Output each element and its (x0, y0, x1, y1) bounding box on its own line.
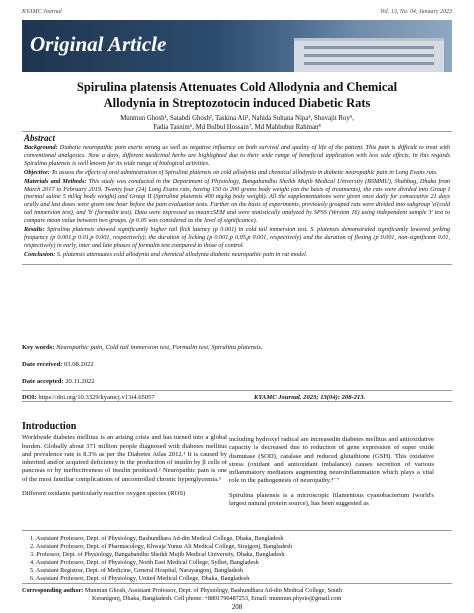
article-title (22, 79, 452, 111)
abstract-box (22, 131, 452, 265)
affiliation-item: 4. Assistant Professor, Dept. of Physiology, North East Medical College, Sylhet, Bangladesh (30, 559, 259, 567)
title-line: Allodynia in Streptozotocin induced Diabetic Rats (103, 96, 371, 110)
abstract-heading: Abstract (24, 133, 56, 143)
affiliation-item: 5. Assistant Registrar, Dept. of Medicine, General Hospital, Narayangonj, Bangladesh (30, 567, 243, 575)
doi-bar: DOI: https://doi.org/10.3329/kyamcj.v13i4.65057 KYAMC Journal. 2023; 13(04): 208-213. (22, 390, 452, 402)
intro-paragraph: Spirulina platensis is a microscopic filamentous cyanobacterium (world's largest natural protein source), has been suggested as (229, 491, 434, 508)
intro-paragraph: Different oxidants particularly reactive oxygen species (ROS) (22, 490, 186, 498)
right-column (229, 436, 434, 514)
affiliation-item: 2. Assistant Professor, Dept. of Pharmacology, Khwaja Yunus Ali Medical College, Sirajgonj, Bangladesh (30, 543, 293, 551)
author-line: Munmun Ghosh¹, Satabdi Ghosh², Taskina Ali³, Nahida Sultana Nipa⁴, Shuvajit Roy⁵, (120, 115, 354, 122)
abstract-methods: Materials and Methods: This study was conducted in the Department of Physiology, Bangabandhu Sheikh Mujib Medical University (BSMMU), Shahbag, Dhaka from March 2017 to February 2019. Twenty four (24) Long Evans rats, having 150 to 200 grams body weight (on the basis of treatments), the rats were divided into Group I (normal saline 5 ml/kg body weight) and Group II (Spirulina platensis 400 mg/kg body weight). All the supplementations were given once daily for consecutive 21 days orally and last doses were given one hour before the pain evaluation tests. Further on the basis of experiments, previously grouped rats were divided into subgroup 'a'(cold tail immersion test), and 'b' (formalin test). Data were expressed as mean±SEM and were statistically analyzed by SPSS (Version 16) using independent sample 't' test to compare mean value between two groups. (p 0.05 was considered as the level of significance). (24, 177, 451, 225)
author-list (22, 114, 452, 132)
left-column (22, 423, 227, 504)
journal-name: KYAMC Journal (22, 9, 62, 15)
affiliations (22, 530, 452, 584)
keywords: Key words: Neuropathic pain, Cold tail immersion test, Formalin test, Spirulina platensis. (22, 344, 263, 351)
page-number: 208 (231, 603, 243, 611)
doi-link[interactable]: https://doi.org/10.3329/kyamcj.v13i4.65057 (38, 394, 155, 401)
article-banner (22, 20, 452, 72)
abstract-objective: Objective: To assess the effects of oral administration of Spirulina platensis on cold allodynia and chemical allodynia in diabetic neuropathic pain in Long Evans rats. (24, 168, 438, 176)
affiliation-item: 1. Assistant Professor, Dept. of Physiology, Bashundhara Ad-din Medical College, Dhaka, Bangladesh (30, 535, 284, 542)
date-received: Date received: 03.08.2022 (22, 361, 94, 368)
affiliation-item: 3. Professor, Dept. of Physiology, Bangabandhu Sheikh Mujib Medical University, Dhaka, Bangladesh (30, 551, 285, 559)
introduction-heading: Introduction (22, 421, 77, 432)
abstract-results: Results: Spirulina platensis showed significantly higher tail flick latency (p 0.001) in cold tail immersion test. S. platensis demonstrated significantly lowered jerking frequency (p 0.001,p 0.01,p 0.001, respectively); the duration of licking (p 0.001,p 0.05,p 0.001, respectively) and the duration of flexing (p 0.001, non-significant 0.01, respectively) in early, inter and late phases of formalin test compared to those of control. (24, 226, 451, 249)
corresponding-author: Corresponding author: Munmun Ghosh, Assistant Professor, Dept. of Physiology, Bashundhara Ad-din Medical College, South Keranigonj, Dhaka, Bangladesh. Cell phone: +8801790487253, Email: munmun.physio@gmail.com (22, 583, 452, 603)
title-line: Spirulina platensis Attenuates Cold Allodynia and Chemical (76, 80, 398, 94)
running-header (22, 9, 452, 19)
citation: KYAMC Journal. 2023; 13(04): 208-213. (254, 394, 366, 401)
date-accepted: Date accepted: 20.11.2022 (22, 378, 95, 385)
intro-paragraph: including hydroxyl radical are increasedin diabetes mellitus and antioxidative capacity is decreased due to reduction of gene expression of super oxide dismutase (SOD), catalase and reduced glutathione (GSH). This oxidative stress (oxidant and antioxidant imbalance) causes secretion of various inflammatory mediators augmenting neuroinflammation which plays a vital role in the pathogenesis of neuropathy.⁴⁻⁷ (229, 436, 434, 485)
intro-paragraph: Worldwide diabetes mellitus is an arising crisis and has turned into a global burden. Globally about 371 million people diagnosed with diabetes mellitus and prevalence rate is 8.3% as per the Diabetes Atlas 2012.¹ It is caused by inherited and/or acquired deficiency in the production of insulin by β cells of pancreas or by ineffectiveness of insulin produced.² Neuropathic pain is one of the most familiar complications of uncontrolled chronic hyperglycemia.³ (22, 434, 227, 483)
abstract-background: Background: Diabetic neuropathic pain exerts strong as well as negative influence on both survival and quality of life of the patient. This pain is difficult to treat with conventional analgesics. Now a days, different medicinal herbs are highlighted due to their wide range of beneficial application with less side effects. In this regards Spirulina platensis is well known for its wide range of biological activities. (24, 144, 450, 167)
article-type-label: Original Article (30, 32, 167, 56)
building-image (282, 34, 452, 72)
abstract-conclusion: Conclusion: S. platensis attenuates cold allodynia and chemical allodynia diabetic neuropathic pain in rat model. (24, 250, 308, 258)
issue-info: Vol. 13, No. 04, January 2023 (380, 9, 452, 15)
affiliation-item: 6. Assistant Professor, Dept. of Physiology, United Medical College, Dhaka, Bangladesh (30, 575, 250, 583)
article-meta (22, 343, 452, 402)
author-line: Fadia Tasnim⁶, Md Bulbul Hossain⁷, Md Mahbubur Rahman⁸ (153, 124, 321, 131)
